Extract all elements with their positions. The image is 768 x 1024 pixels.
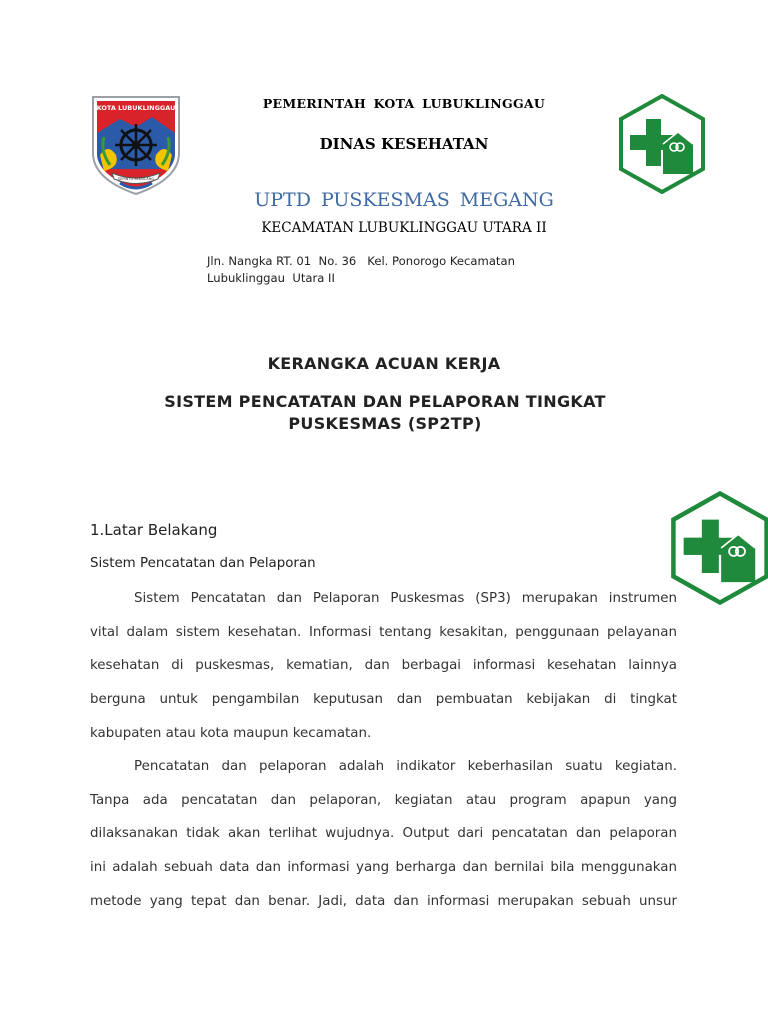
header-uptd: UPTD PUSKESMAS MEGANG (254, 189, 554, 211)
puskesmas-logo-secondary (670, 490, 768, 606)
subtitle-line-2: PUSKESMAS (SP2TP) (288, 414, 482, 433)
address-line-2: Lubuklinggau Utara II (207, 271, 335, 285)
city-emblem-label: KOTA LUBUKLINGGAU (96, 104, 176, 112)
paragraph-line: berguna untuk pengambilan keputusan dan pembuatan kebijakan di tingkat (90, 692, 677, 708)
document-subtitle (140, 391, 630, 435)
paragraph-line: kabupaten atau kota maupun kecamatan. (90, 725, 372, 741)
paragraph-line: kesehatan di puskesmas, kematian, dan berbagai informasi kesehatan lainnya (90, 658, 677, 674)
paragraph-line: metode yang tepat dan benar. Jadi, data dan informasi merupakan sebuah unsur (90, 893, 677, 909)
header-government: PEMERINTAH KOTA LUBUKLINGGAU (262, 96, 546, 111)
header-kecamatan: KECAMATAN LUBUKLINGGAU UTARA II (261, 220, 547, 236)
city-emblem-ribbon: SEPINTU SEDULANG (117, 177, 155, 181)
paragraph-line: vital dalam sistem kesehatan. Informasi tentang kesakitan, penggunaan pelayanan (90, 624, 677, 640)
paragraph-line: dilaksanakan tidak akan terlihat wujudnya. Output dari pencatatan dan pelaporan (90, 826, 677, 842)
header-address (207, 253, 567, 287)
document-title: KERANGKA ACUAN KERJA (267, 354, 501, 373)
paragraph-line: ini adalah sebuah data dan informasi yang berharga dan bernilai bila menggunakan (90, 860, 677, 876)
paragraph-line: Sistem Pencatatan dan Pelaporan Puskesmas (SP3) merupakan instrumen (134, 591, 677, 606)
section-subheading: Sistem Pencatatan dan Pelaporan (90, 556, 316, 571)
subtitle-line-1: SISTEM PENCATATAN DAN PELAPORAN TINGKAT (164, 392, 606, 411)
section-heading: 1.Latar Belakang (90, 521, 218, 539)
paragraph-1 (90, 582, 677, 751)
header-department: DINAS KESEHATAN (319, 135, 489, 153)
address-line-1: Jln. Nangka RT. 01 No. 36 Kel. Ponorogo Kecamatan (207, 254, 515, 268)
paragraph-line: Pencatatan dan pelaporan adalah indikator keberhasilan suatu kegiatan. (134, 759, 677, 774)
paragraph-2 (90, 750, 677, 919)
paragraph-line: Tanpa ada pencatatan dan pelaporan, kegiatan atau program apapun yang (90, 792, 677, 808)
